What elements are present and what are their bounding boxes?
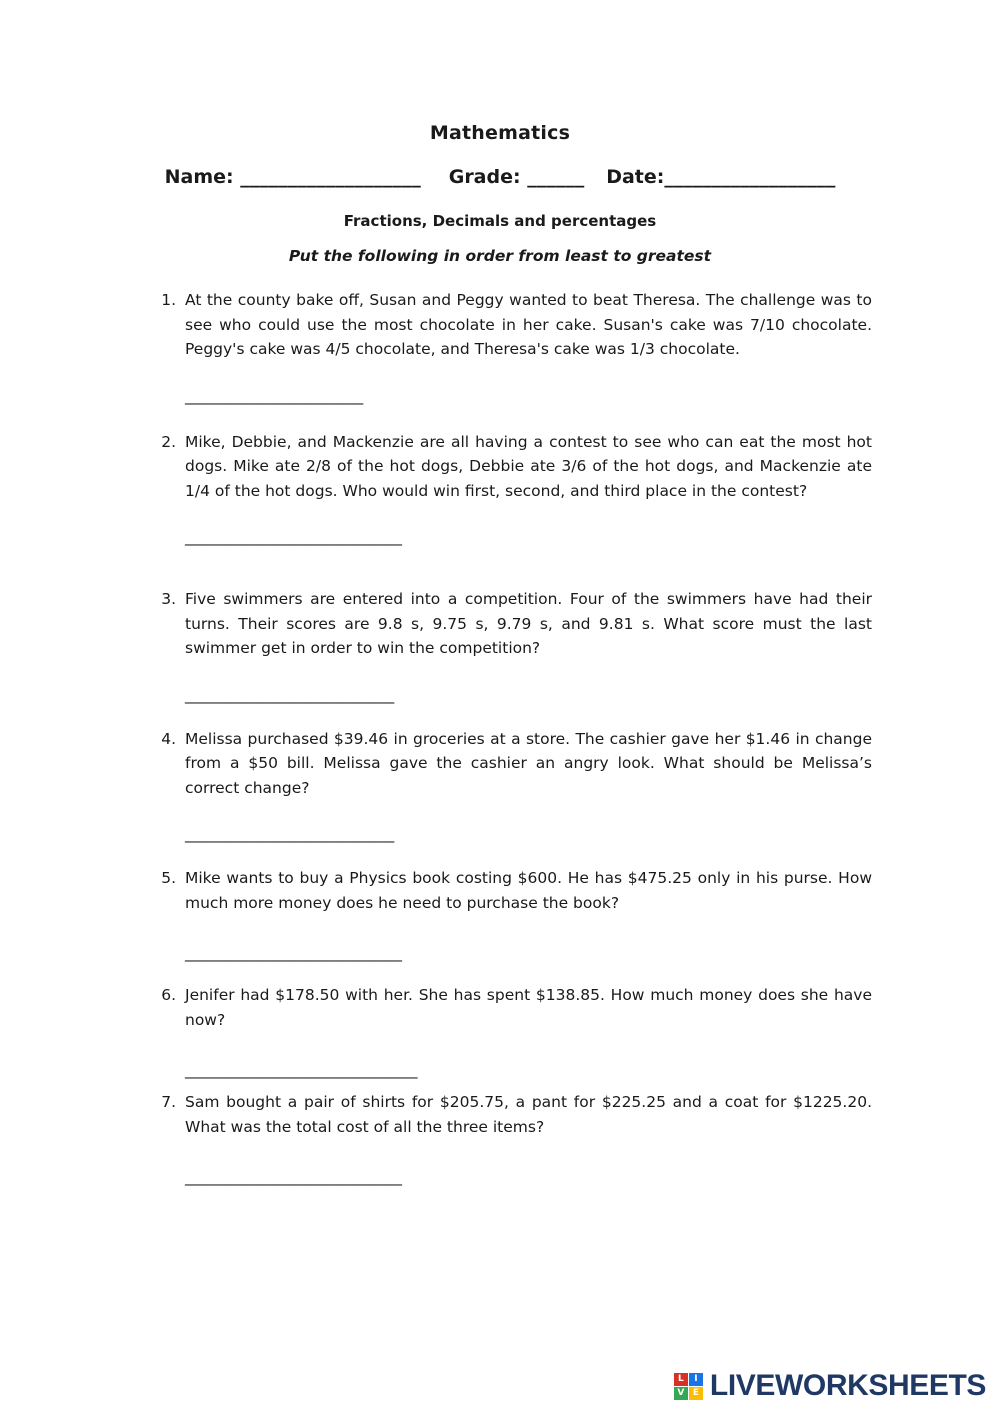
- question-number: 1.: [161, 291, 176, 309]
- liveworksheets-footer[interactable]: [674, 1369, 986, 1403]
- question-text: Melissa purchased $39.46 in groceries at a store. The cashier gave her $1.46 in change from a $50 bill. Melissa gave the cashier an angry look. What should be Melissa’s correct change?: [185, 729, 872, 797]
- question-text: Mike wants to buy a Physics book costing $600. He has $475.25 only in his purse. How much more money does he need to purchase the book?: [185, 869, 872, 912]
- answer-blank[interactable]: _______________________: [185, 386, 364, 405]
- list-item: [152, 587, 872, 707]
- question-text: Mike, Debbie, and Mackenzie are all having a contest to see who can eat the most hot dogs. Mike ate 2/8 of the hot dogs, Debbie ate 3/6 of the hot dogs, and Mackenzie ate 1/4 of the hot dogs. Who would win first, second, and third place in the contest?: [185, 432, 872, 500]
- list-item: [152, 983, 872, 1082]
- question-text: At the county bake off, Susan and Peggy wanted to beat Theresa. The challenge was to see who could use the most chocolate in her cake. Susan's cake was 7/10 chocolate. Peggy's cake was 4/5 chocolate, and Theresa's cake was 1/3 chocolate.: [185, 291, 872, 358]
- logo-letter-e: E: [689, 1387, 703, 1400]
- worksheet-instruction: Put the following in order from least to greatest: [288, 247, 712, 265]
- answer-blank[interactable]: ____________________________: [185, 528, 402, 546]
- question-number: 7.: [161, 1093, 176, 1111]
- name-field-label[interactable]: Name: ___________________: [164, 166, 421, 188]
- answer-blank[interactable]: ______________________________: [185, 1061, 418, 1079]
- question-number: 5.: [161, 869, 176, 887]
- list-item: [152, 866, 872, 965]
- question-list: [152, 288, 872, 1189]
- question-number: 2.: [161, 432, 176, 451]
- list-item: [152, 288, 872, 408]
- list-item: [152, 727, 872, 847]
- answer-blank[interactable]: ____________________________: [185, 1168, 402, 1186]
- list-item: [152, 1090, 872, 1189]
- page-title: Mathematics: [429, 122, 571, 144]
- worksheet-subtitle: Fractions, Decimals and percentages: [343, 212, 657, 230]
- list-item: [152, 430, 872, 550]
- liveworksheets-logo-icon: [674, 1373, 703, 1400]
- answer-blank[interactable]: ___________________________: [185, 825, 395, 843]
- question-number: 4.: [161, 729, 176, 748]
- question-text: Five swimmers are entered into a competition. Four of the swimmers have had their turns. Their scores are 9.8 s, 9.75 s, 9.79 s, and 9.81 s. What score must the last swimmer get in order to win the competition?: [185, 590, 872, 657]
- question-text: Jenifer had $178.50 with her. She has spent $138.85. How much money does she have now?: [185, 986, 872, 1029]
- logo-letter-l: L: [674, 1373, 688, 1386]
- grade-field-label[interactable]: Grade: ______: [448, 166, 585, 188]
- logo-letter-i: I: [689, 1373, 703, 1386]
- student-info-row: [0, 166, 1000, 188]
- logo-letter-v: V: [674, 1387, 688, 1400]
- question-number: 6.: [161, 986, 176, 1004]
- answer-blank[interactable]: ____________________________: [185, 944, 402, 962]
- question-number: 3.: [161, 590, 176, 608]
- liveworksheets-brand-text: LIVEWORKSHEETS: [709, 1369, 986, 1402]
- date-field-label[interactable]: Date:__________________: [606, 166, 836, 188]
- answer-blank[interactable]: ___________________________: [185, 685, 395, 704]
- question-text: Sam bought a pair of shirts for $205.75, a pant for $225.25 and a coat for $1225.20. What was the total cost of all the three items?: [185, 1093, 872, 1136]
